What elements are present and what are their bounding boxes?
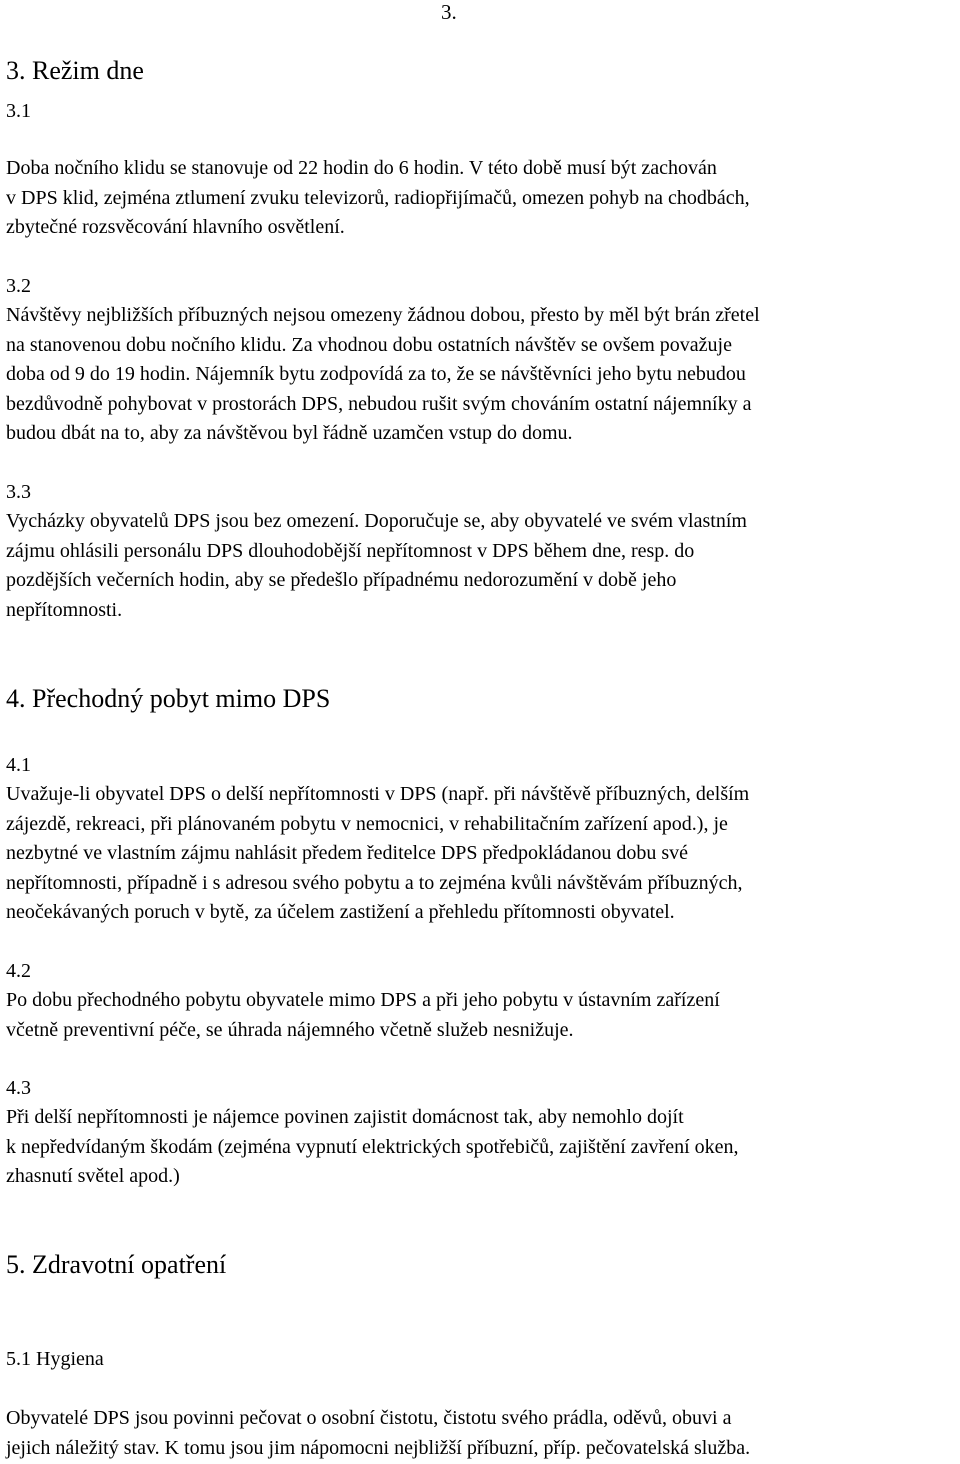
text-line: k nepředvídaným škodám (zejména vypnutí elektrických spotřebičů, zajištění zavření oken, — [6, 1135, 739, 1158]
text-line: Obyvatelé DPS jsou povinni pečovat o osobní čistotu, čistotu svého prádla, oděvů, obuvi a — [6, 1407, 732, 1429]
text-line: na stanovenou dobu nočního klidu. Za vhodnou dobu ostatních návštěv se ovšem považuje — [6, 333, 732, 356]
text-line: neočekávaných poruch v bytě, za účelem zastižení a přehledu přítomnosti obyvatel. — [6, 901, 675, 923]
paragraph-5-1 — [6, 1404, 960, 1463]
text-line: nepřítomnosti. — [6, 598, 123, 621]
text-line: Vycházky obyvatelů DPS jsou bez omezení. Doporučuje se, aby obyvatelé ve svém vlastním — [6, 510, 747, 532]
item-number-4-1: 4.1 — [6, 754, 31, 776]
text-line: Uvažuje-li obyvatel DPS o delší nepřítomnosti v DPS (např. při návštěvě příbuzných, delším — [6, 783, 750, 805]
paragraph-4-2 — [6, 986, 960, 1045]
paragraph-3-2 — [6, 301, 960, 449]
text-line: jejich náležitý stav. K tomu jsou jim nápomocni nejbližší příbuzní, příp. pečovatelská služba. — [6, 1436, 751, 1459]
item-number-4-2: 4.2 — [6, 960, 31, 982]
text-line: doba od 9 do 19 hodin. Nájemník bytu zodpovídá za to, že se návštěvníci jeho bytu nebudou — [6, 363, 746, 385]
paragraph-4-1 — [6, 780, 960, 928]
text-line: nepřítomnosti, případně i s adresou svého pobytu a to zejména kvůli návštěvám příbuzných, — [6, 871, 743, 894]
item-number-3-1: 3.1 — [6, 100, 31, 122]
text-line: zhasnutí světel apod.) — [6, 1165, 180, 1187]
section-heading-3: 3. Režim dne — [6, 56, 144, 85]
text-line: budou dbát na to, aby za návštěvou byl řádně uzamčen vstup do domu. — [6, 422, 573, 444]
text-line: Návštěvy nejbližších příbuzných nejsou omezeny žádnou dobou, přesto by měl být brán zřetel — [6, 304, 760, 326]
item-number-4-3: 4.3 — [6, 1077, 31, 1099]
text-line: Při delší nepřítomnosti je nájemce povinen zajistit domácnost tak, aby nemohlo dojít — [6, 1106, 684, 1128]
item-number-3-3: 3.3 — [6, 481, 31, 503]
text-line: v DPS klid, zejména ztlumení zvuku televizorů, radiopřijímačů, omezen pohyb na chodbách, — [6, 186, 750, 209]
text-line: Doba nočního klidu se stanovuje od 22 hodin do 6 hodin. V této době musí být zachován — [6, 157, 717, 179]
section-heading-5: 5. Zdravotní opatření — [6, 1250, 227, 1279]
text-line: bezdůvodně pohybovat v prostorách DPS, nebudou rušit svým chováním ostatní nájemníky a — [6, 392, 752, 415]
paragraph-3-3 — [6, 507, 960, 625]
text-line: zájezdě, rekreaci, při plánovaném pobytu v nemocnici, v rehabilitačním zařízení apod.), je — [6, 812, 728, 835]
text-line: pozdějších večerních hodin, aby se předešlo případnému nedorozumění v době jeho — [6, 569, 677, 591]
text-line: Po dobu přechodného pobytu obyvatele mimo DPS a při jeho pobytu v ústavním zařízení — [6, 989, 720, 1011]
section-heading-4: 4. Přechodný pobyt mimo DPS — [6, 684, 331, 713]
page-number: 3. — [441, 0, 457, 24]
paragraph-4-3 — [6, 1103, 960, 1192]
text-line: nezbytné ve vlastním zájmu nahlásit předem ředitelce DPS předpokládanou dobu své — [6, 842, 689, 864]
paragraph-3-1 — [6, 154, 960, 243]
text-line: včetně preventivní péče, se úhrada nájemného včetně služeb nesnižuje. — [6, 1018, 574, 1041]
text-line: zbytečné rozsvěcování hlavního osvětlení. — [6, 216, 345, 238]
text-line: zájmu ohlásili personálu DPS dlouhodobější nepřítomnost v DPS během dne, resp. do — [6, 539, 695, 562]
item-number-5-1: 5.1 Hygiena — [6, 1348, 104, 1370]
item-number-3-2: 3.2 — [6, 275, 31, 297]
